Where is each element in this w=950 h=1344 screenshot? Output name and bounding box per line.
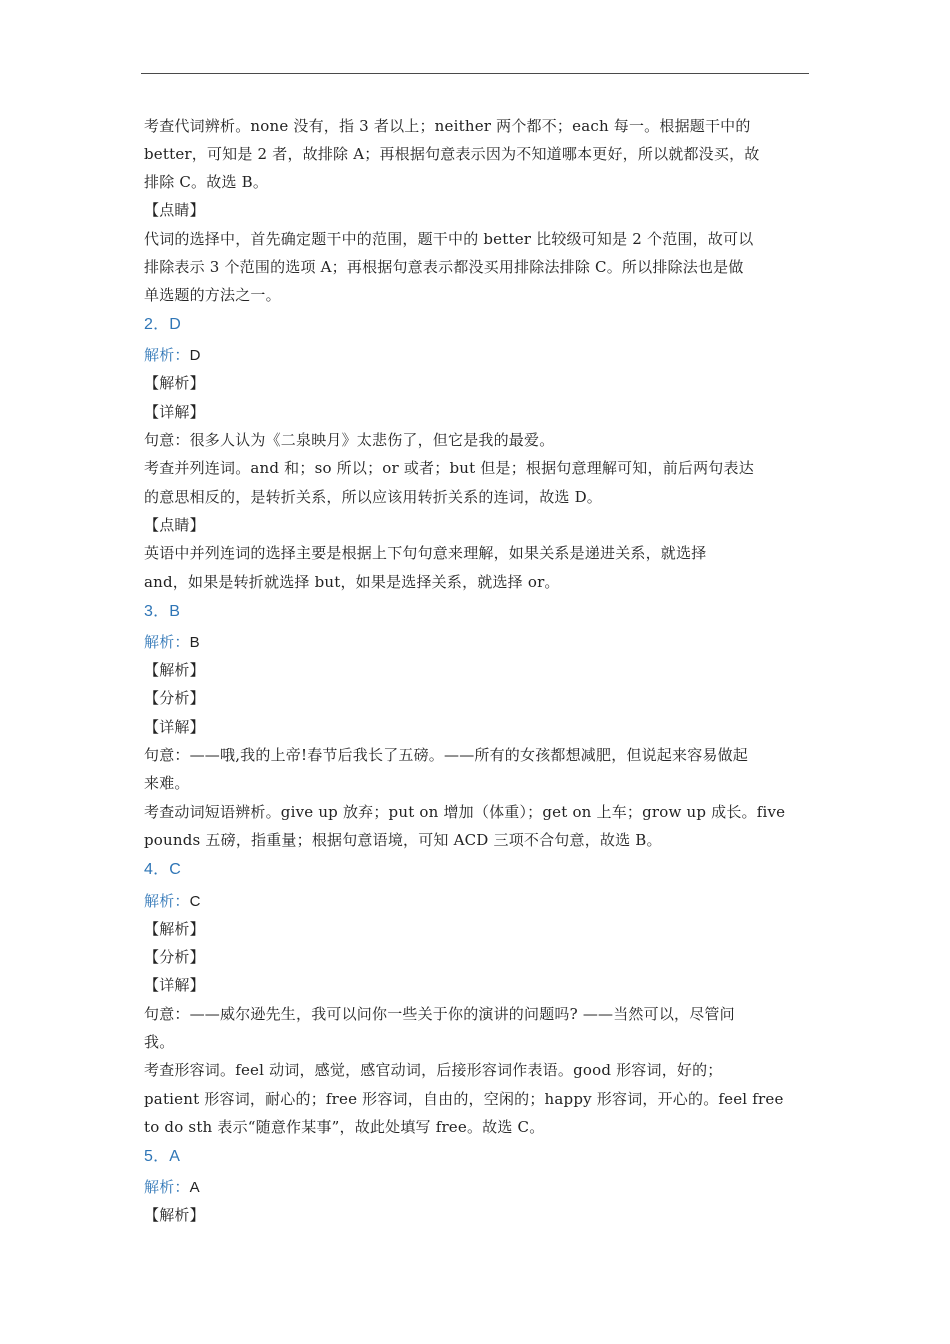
analysis-answer: 解析：C [144,892,201,910]
section-heading: 【解析】 [144,920,205,938]
section-heading: 【详解】 [144,403,205,421]
text-line: pounds 五磅，指重量；根据句意语境，可知 ACD 三项不合句意，故选 B。 [144,831,662,849]
section-heading: 【解析】 [144,374,205,392]
text-line: 我。 [144,1033,175,1051]
text-line: 排除 C。故选 B。 [144,173,269,191]
answer-letter: B [189,634,200,651]
section-heading: 【解析】 [144,661,205,679]
section-heading: 【详解】 [144,718,205,736]
section-heading: 【点睛】 [144,201,205,219]
answer-letter: A [189,1179,200,1196]
section-heading: 【详解】 [144,976,205,994]
section-heading: 【点睛】 [144,516,205,534]
text-line: 考查代词辨析。none 没有，指 3 者以上；neither 两个都不；each 每一。根据题干中的 [144,117,751,135]
text-line: 考查动词短语辨析。give up 放弃；put on 增加（体重）；get on 上车；grow up 成长。five [144,803,786,821]
section-heading: 【分析】 [144,689,205,707]
section-heading: 【分析】 [144,948,205,966]
text-line: 代词的选择中，首先确定题干中的范围，题干中的 better 比较级可知是 2 个范围，故可以 [144,230,754,248]
text-line: to do sth 表示“随意作某事”，故此处填写 free。故选 C。 [144,1118,545,1136]
text-line: and，如果是转折就选择 but，如果是选择关系，就选择 or。 [144,573,560,591]
text-line: 英语中并列连词的选择主要是根据上下句句意来理解，如果关系是递进关系，就选择 [144,544,707,562]
text-line: 句意：——哦,我的上帝!春节后我长了五磅。——所有的女孩都想减肥，但说起来容易做起 [144,746,748,764]
question-number: 4．C [144,861,182,878]
text-line: better，可知是 2 者，故排除 A；再根据句意表示因为不知道哪本更好，所以就都没买，故 [144,145,760,163]
text-line: 考查并列连词。and 和；so 所以；or 或者；but 但是；根据句意理解可知，前后两句表达 [144,459,754,477]
question-number: 3．B [144,603,181,620]
text-line: 的意思相反的，是转折关系，所以应该用转折关系的连词，故选 D。 [144,488,602,506]
question-number: 2．D [144,316,182,333]
text-line: 排除表示 3 个范围的选项 A；再根据句意表示都没买用排除法排除 C。所以排除法也是做 [144,258,744,276]
answer-letter: C [189,893,201,910]
text-line: 句意：——威尔逊先生，我可以问你一些关于你的演讲的问题吗? ——当然可以，尽管问 [144,1005,735,1023]
section-heading: 【解析】 [144,1206,205,1224]
header-rule [141,73,809,74]
answer-letter: D [189,347,201,364]
analysis-answer: 解析：A [144,1178,200,1196]
text-line: 句意：很多人认为《二泉映月》太悲伤了，但它是我的最爱。 [144,431,555,449]
analysis-answer: 解析：D [144,346,201,364]
analysis-answer: 解析：B [144,633,200,651]
text-line: patient 形容词，耐心的；free 形容词，自由的，空闲的；happy 形容词，开心的。feel free [144,1090,784,1108]
text-line: 考查形容词。feel 动词，感觉，感官动词，后接形容词作表语。good 形容词，好的； [144,1061,723,1079]
question-number: 5．A [144,1148,181,1165]
text-line: 单选题的方法之一。 [144,286,281,304]
text-line: 来难。 [144,774,190,792]
